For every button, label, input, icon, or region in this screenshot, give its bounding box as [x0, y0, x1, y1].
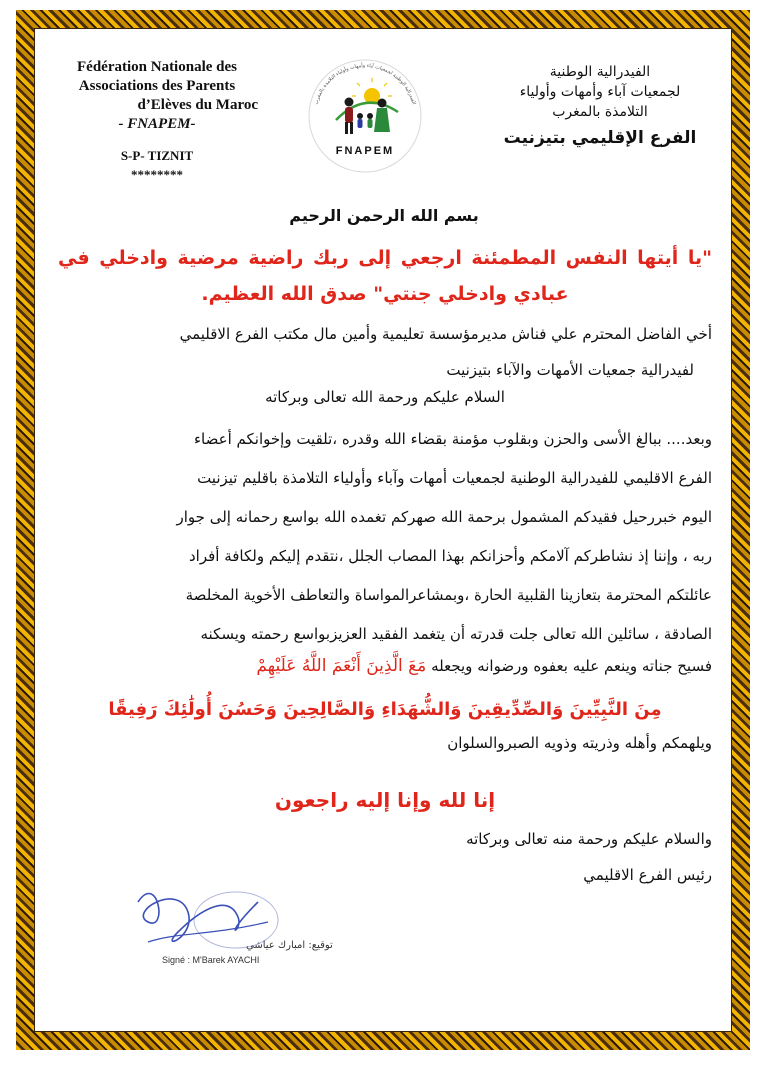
basmala: بسم الله الرحمن الرحيم	[289, 206, 479, 225]
paragraph-line: الصادقة ، سائلين الله تعالى جلت قدرته أن يتغمد الفقيد العزيزبواسع رحمته ويسكنه	[200, 625, 712, 643]
logo-arc-text: الفيدرالية الوطنية لجمعيات آباء وأمهات وأولياء التلامذة بالمغرب	[313, 63, 417, 106]
paragraph-line: ربه ، وإننا إذ نشاطركم آلامكم وأحزانكم بهذا المصاب الجلل ،نتقدم إليكم ولكافة أفراد	[188, 547, 712, 565]
logo-acronym: FNAPEM	[335, 145, 395, 157]
quran-verse-2: مِنَ النَّبِيِّينَ وَالصِّدِّيقِينَ وَالشُّهَدَاءِ وَالصَّالِحِينَ وَحَسُنَ أُولَٰئِكَ رَفِيقًا	[108, 699, 662, 720]
paragraph-line: وبعد.... ببالغ الأسى والحزن وبقلوب مؤمنة بقضاء الله وقدره ،تلقيت وإخوانكم أعضاء	[194, 430, 712, 448]
ar-line1: الفيدرالية الوطنية	[549, 64, 651, 80]
quran-verse-1	[58, 240, 712, 312]
fr-line4: - FNAPEM-	[118, 116, 196, 132]
closing-line-1: ويلهمكم وأهله وذريته وذويه الصبروالسلوان	[447, 734, 712, 752]
ar-line4: الفرع الإقليمي بتيزنيت	[503, 128, 697, 148]
fr-line5: S-P- TIZNIT	[120, 148, 194, 163]
prayer-text: فسيح جناته وينعم عليه بعفوه ورضوانه ويجعله	[431, 657, 712, 675]
closing-line-2: والسلام عليكم ورحمة منه تعالى وبركاته	[466, 830, 712, 848]
inna-lillah: إنا لله وإنا إليه راجعون	[274, 788, 496, 812]
condolence-paragraph	[58, 420, 712, 654]
fr-line1: Fédération Nationale des	[77, 59, 237, 75]
prayer-verse: مَعَ الَّذِينَ أَنْعَمَ اللَّهُ عَلَيْهِمْ	[256, 656, 427, 676]
quran-verse-1-end: صدق الله العظيم.	[201, 283, 367, 305]
fr-line6: ********	[131, 167, 183, 182]
greeting: السلام عليكم ورحمة الله تعالى وبركاته	[265, 388, 505, 406]
paragraph-line: الفرع الاقليمي للفيدرالية الوطنية لجمعيات أمهات وآباء وأولياء التلامذة باقليم تيزنيت	[197, 469, 712, 487]
addressee-line1: أخي الفاضل المحترم علي فناش مديرمؤسسة تعليمية وأمين مال مكتب الفرع الاقليمي	[179, 325, 712, 343]
signature-label-fr: Signé : M'Barek AYACHI	[162, 955, 260, 965]
signature-label-ar: توقيع: امبارك عياشي	[246, 940, 333, 951]
paragraph-line: اليوم خبررحيل فقيدكم المشمول برحمة الله صهركم تغمده الله بواسع رحمانه إلى جوار	[176, 508, 712, 526]
addressee	[58, 316, 720, 388]
arabic-letterhead	[490, 62, 710, 148]
quran-verse-1-text: "يا أيتها النفس المطمئنة ارجعي إلى ربك راضية مرضية وادخلي في عبادي وادخلي جنتي"	[58, 247, 712, 305]
prayer-line	[58, 648, 712, 684]
fr-line2: Associations des Parents	[78, 78, 236, 94]
addressee-line2: لفيدرالية جمعيات الأمهات والآباء بتيزنيت	[446, 361, 694, 379]
paragraph-line: عائلتكم المحترمة بتعازينا القلبية الحارة ،وبمشاعرالمواساة والتعاطف الأخوية المخلصة	[185, 586, 712, 604]
ar-line3: التلامذة بالمغرب	[552, 104, 648, 120]
fnapem-logo	[302, 50, 428, 176]
handwritten-signature	[138, 894, 258, 942]
fr-line3: d’Elèves du Maroc	[137, 97, 258, 113]
signer-title: رئيس الفرع الاقليمي	[583, 866, 712, 884]
french-letterhead	[52, 58, 262, 184]
ar-line2: لجمعيات آباء وأمهات وأولياء	[519, 84, 681, 100]
